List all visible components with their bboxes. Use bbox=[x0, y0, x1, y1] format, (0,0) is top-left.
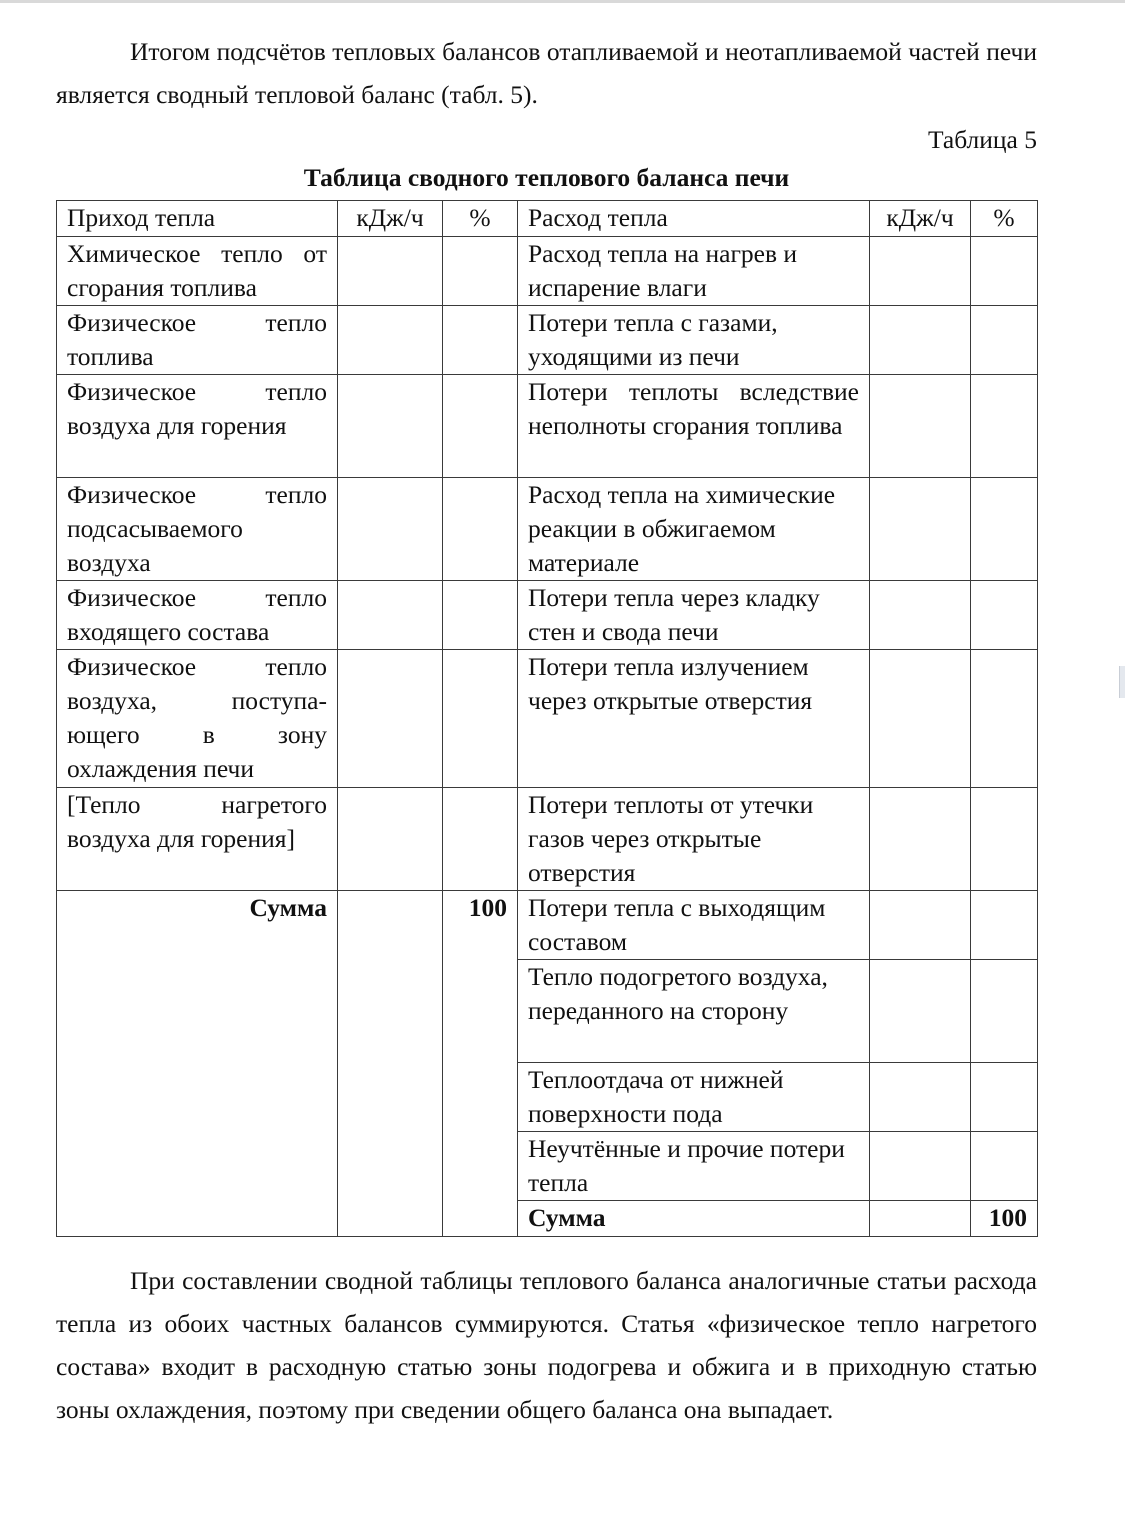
table-row bbox=[57, 237, 1038, 306]
income-pct-cell bbox=[443, 478, 518, 581]
expense-item: Потери тепла через кладку стен и свода печи bbox=[518, 581, 870, 650]
expense-pct-cell bbox=[971, 650, 1038, 788]
expense-item: Потери теплоты от утечки газов через открытые отверстия bbox=[518, 788, 870, 891]
expense-item: Потери теплоты вследствие неполноты сгорания топлива bbox=[518, 375, 870, 478]
expense-kj-cell bbox=[870, 581, 971, 650]
expense-sum-pct: 100 bbox=[971, 1201, 1038, 1237]
income-item: Физическое тепло входящего состава bbox=[57, 581, 338, 650]
expense-item: Расход тепла на химические реакции в обжигаемом материале bbox=[518, 478, 870, 581]
income-kj-cell bbox=[338, 788, 443, 891]
expense-item: Потери тепла с газами, уходящими из печи bbox=[518, 306, 870, 375]
income-sum-label: Сумма bbox=[57, 891, 338, 1237]
header-expense-kj: кДж/ч bbox=[870, 201, 971, 237]
income-item: Физическое тепло воздуха для горения bbox=[57, 375, 338, 478]
income-kj-cell bbox=[338, 581, 443, 650]
table-row bbox=[57, 891, 1038, 960]
top-border bbox=[0, 0, 1125, 3]
expense-kj-cell bbox=[870, 478, 971, 581]
closing-paragraph: При составлении сводной таблицы теплового баланса аналогичные статьи расхода тепла из обоих частных балансов суммируются. Статья «физическое тепло нагретого состава» входит в расходную статью зоны подогрева и обжига и в приходную статью зоны охлаждения, поэтому при сведении общего баланса она выпадает. bbox=[56, 1266, 1037, 1424]
expense-kj-cell bbox=[870, 375, 971, 478]
header-expense-pct: % bbox=[971, 201, 1038, 237]
expense-kj-cell bbox=[870, 237, 971, 306]
expense-pct-cell bbox=[971, 581, 1038, 650]
heat-balance-table bbox=[56, 200, 1038, 1237]
expense-pct-cell bbox=[971, 788, 1038, 891]
table-number: Таблица 5 bbox=[927, 125, 1037, 154]
income-pct-cell bbox=[443, 306, 518, 375]
income-item: Химическое тепло от сгорания топлива bbox=[57, 237, 338, 306]
expense-pct-cell bbox=[971, 478, 1038, 581]
expense-item: Теплоотдача от нижней поверхности пода bbox=[518, 1063, 870, 1132]
expense-pct-cell bbox=[971, 891, 1038, 960]
expense-item: Тепло подогретого воздуха, переданного на сторону bbox=[518, 960, 870, 1063]
income-pct-cell bbox=[443, 237, 518, 306]
document-page bbox=[56, 30, 1037, 1431]
expense-sum-label: Сумма bbox=[518, 1201, 870, 1237]
expense-kj-cell bbox=[870, 650, 971, 788]
header-income-kj: кДж/ч bbox=[338, 201, 443, 237]
expense-kj-cell bbox=[870, 306, 971, 375]
income-kj-cell bbox=[338, 650, 443, 788]
expense-pct-cell bbox=[971, 960, 1038, 1063]
table-row bbox=[57, 581, 1038, 650]
income-kj-cell bbox=[338, 375, 443, 478]
income-kj-cell bbox=[338, 478, 443, 581]
income-pct-cell bbox=[443, 650, 518, 788]
expense-item: Потери тепла излучением через открытые отверстия bbox=[518, 650, 870, 788]
income-item: Физическое тепло воздуха, поступа-ющего в зону охлаждения печи bbox=[57, 650, 338, 788]
table-header-row bbox=[57, 201, 1038, 237]
expense-sum-kj-cell bbox=[870, 1201, 971, 1237]
expense-item: Потери тепла с выходящим составом bbox=[518, 891, 870, 960]
expense-kj-cell bbox=[870, 960, 971, 1063]
expense-item: Неучтённые и прочие потери тепла bbox=[518, 1132, 870, 1201]
scroll-edge-marker bbox=[1119, 666, 1125, 698]
income-item: Физическое тепло топлива bbox=[57, 306, 338, 375]
header-expense: Расход тепла bbox=[518, 201, 870, 237]
table-row bbox=[57, 478, 1038, 581]
income-item: Физическое тепло подсасываемого воздуха bbox=[57, 478, 338, 581]
expense-kj-cell bbox=[870, 1132, 971, 1201]
expense-pct-cell bbox=[971, 1132, 1038, 1201]
intro-paragraph: Итогом подсчётов тепловых балансов отапливаемой и неотапливаемой частей печи является сводный тепловой баланс (табл. 5). bbox=[56, 37, 1037, 109]
table-row bbox=[57, 306, 1038, 375]
income-pct-cell bbox=[443, 375, 518, 478]
table-row bbox=[57, 650, 1038, 788]
expense-kj-cell bbox=[870, 1063, 971, 1132]
table-row bbox=[57, 375, 1038, 478]
income-sum-kj-cell bbox=[338, 891, 443, 1237]
expense-kj-cell bbox=[870, 891, 971, 960]
header-income: Приход тепла bbox=[57, 201, 338, 237]
expense-pct-cell bbox=[971, 306, 1038, 375]
expense-kj-cell bbox=[870, 788, 971, 891]
expense-pct-cell bbox=[971, 1063, 1038, 1132]
income-sum-pct: 100 bbox=[443, 891, 518, 1237]
table-row bbox=[57, 788, 1038, 891]
income-pct-cell bbox=[443, 581, 518, 650]
income-kj-cell bbox=[338, 237, 443, 306]
table-title: Таблица сводного теплового баланса печи bbox=[303, 163, 790, 192]
expense-pct-cell bbox=[971, 375, 1038, 478]
expense-item: Расход тепла на нагрев и испарение влаги bbox=[518, 237, 870, 306]
header-income-pct: % bbox=[443, 201, 518, 237]
income-item: [Тепло нагретого воздуха для горения] bbox=[57, 788, 338, 891]
expense-pct-cell bbox=[971, 237, 1038, 306]
income-kj-cell bbox=[338, 306, 443, 375]
income-pct-cell bbox=[443, 788, 518, 891]
